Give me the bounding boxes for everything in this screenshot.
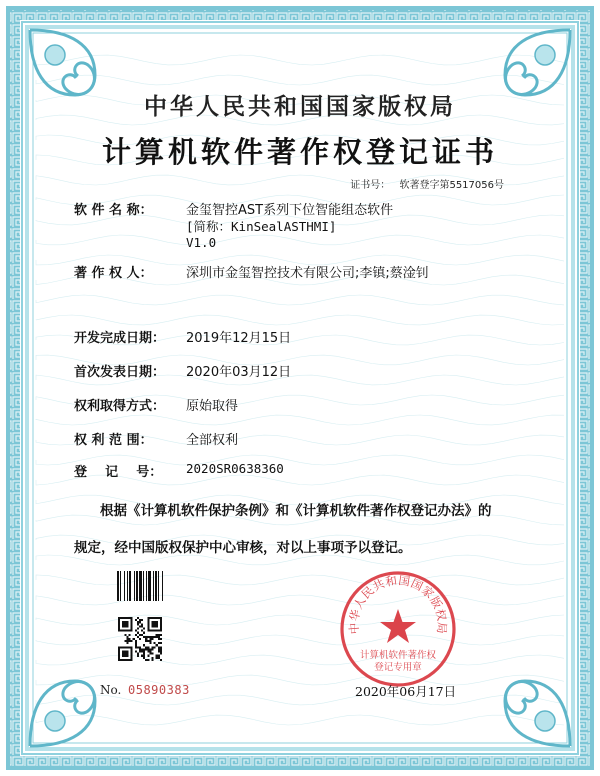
barcode-icon (117, 571, 173, 601)
official-seal-icon (338, 569, 458, 689)
software-short-name: [简称：KinSealASTHMI] (186, 219, 337, 234)
rights-scope-value: 全部权利 (186, 433, 239, 448)
certificate-number (350, 176, 504, 191)
rights-scope-label: 权 利 范 围： (74, 433, 153, 448)
software-version: V1.0 (186, 235, 217, 250)
svg-text:计算机软件著作权: 计算机软件著作权 (359, 650, 437, 661)
copyright-holder-label: 著 作 权 人： (74, 266, 153, 281)
software-name-value: 金玺智控AST系列下位智能组态软件 (186, 203, 394, 218)
certificate-title: 计算机软件著作权登记证书 (101, 135, 498, 169)
registration-number-value: 2020SR0638360 (186, 461, 284, 476)
first-publish-date-label: 首次发表日期： (74, 365, 166, 380)
software-name-label: 软 件 名 称： (74, 203, 153, 218)
acquisition-method-label: 权利取得方式： (74, 399, 166, 414)
svg-text:登记专用章: 登记专用章 (374, 662, 422, 673)
first-publish-date-value: 2020年03月12日 (186, 365, 292, 380)
registration-number-label: 登 记 号： (74, 465, 163, 480)
certificate-number-label: 证书号： (350, 180, 391, 191)
qr-code-icon (118, 617, 162, 661)
certificate-number-value: 软著登字第5517056号 (399, 180, 504, 191)
acquisition-method-value: 原始取得 (186, 399, 239, 414)
completion-date-label: 开发完成日期： (74, 331, 166, 346)
statement-line-2: 规定，经中国版权保护中心审核，对以上事项予以登记。 (74, 540, 412, 556)
serial-number-label: No. (100, 683, 122, 697)
issue-date: 2020年06月17日 (355, 684, 457, 699)
completion-date-value: 2019年12月15日 (186, 331, 292, 346)
copyright-holder-value: 深圳市金玺智控技术有限公司;李镇;蔡淦钊 (186, 266, 429, 281)
serial-number-value: 05890383 (128, 683, 190, 697)
issuing-authority: 中华人民共和国国家版权局 (144, 93, 456, 120)
statement-line-1: 根据《计算机软件保护条例》和《计算机软件著作权登记办法》的 (100, 503, 492, 519)
svg-text:中华人民共和国国家版权局: 中华人民共和国国家版权局 (346, 573, 450, 635)
